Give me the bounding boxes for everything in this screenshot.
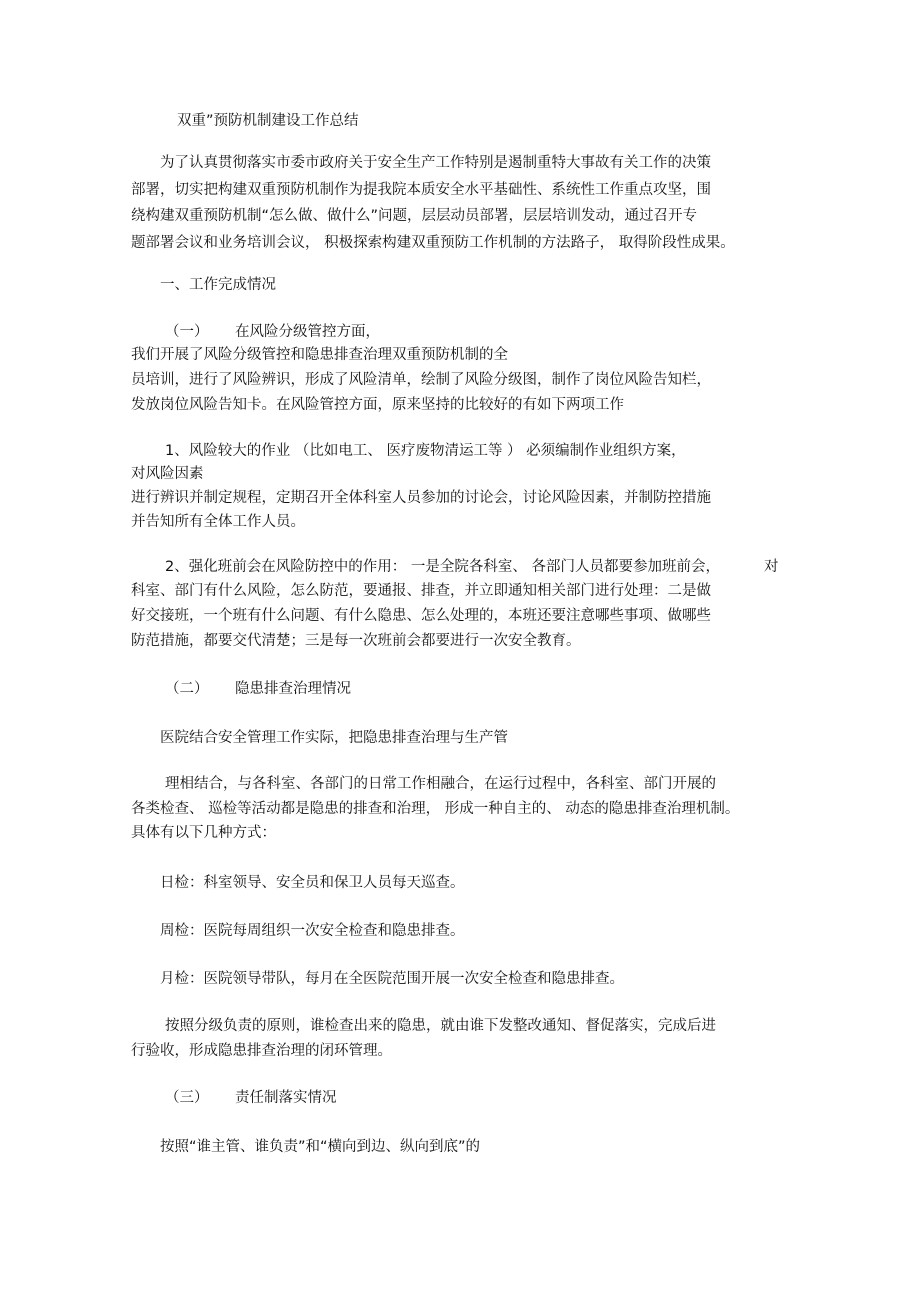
subsection-2-line-1: 理相结合，与各科室、各部门的日常工作相融合，在运行过程中，各科室、部门开展的 [165, 776, 716, 792]
daily-inspection: 日检：科室领导、安全员和保卫人员每天巡查。 [160, 875, 465, 891]
subsection-2-number: （二） [165, 681, 209, 697]
subsection-2-line-3: 具体有以下几种方式： [131, 825, 276, 841]
subsection-1-number: （一） [165, 324, 209, 340]
subsection-1-title: 在风险分级管控方面， [235, 324, 380, 340]
item-2-line-2: 科室、部门有什么风险，怎么防范，要通报、排查，并立即通知相关部门进行处理：二是做 [131, 583, 711, 599]
document-title: 双重”预防机制建设工作总结 [177, 113, 359, 129]
item-1-line-2: 对风险因素 [131, 466, 204, 482]
item-2-line-1-end: 对 [764, 559, 779, 575]
subsection-3-paragraph-1: 按照“谁主管、谁负责”和“横向到边、纵向到底”的 [160, 1139, 481, 1155]
item-1-line-1: 1、风险较大的作业 （比如电工、 医疗废物清运工等 ） 必须编制作业组织方案， [165, 443, 686, 459]
subsection-2-line-2: 各类检查、 巡检等活动都是隐患的排查和治理， 形成一种自主的、 动态的隐患排查治理机制。 [131, 801, 740, 817]
subsection-1-line-3: 发放岗位风险告知卡。在风险管控方面，原来坚持的比较好的有如下两项工作 [131, 397, 624, 413]
intro-line-3: 绕构建双重预防机制“怎么做、做什么”问题，层层动员部署，层层培训发动，通过召开专 [131, 208, 698, 224]
item-1-line-3: 进行辨识并制定规程，定期召开全体科室人员参加的讨论会，讨论风险因素，并制防控措施 [131, 490, 711, 506]
closure-line-2: 行验收，形成隐患排查治理的闭环管理。 [131, 1043, 392, 1059]
subsection-2-paragraph-1: 医院结合安全管理工作实际，把隐患排查治理与生产管 [160, 730, 508, 746]
section-heading-1: 一、工作完成情况 [160, 277, 276, 293]
weekly-inspection: 周检：医院每周组织一次安全检查和隐患排查。 [160, 923, 465, 939]
subsection-1-line-1: 我们开展了风险分级管控和隐患排查治理双重预防机制的全 [131, 347, 508, 363]
subsection-3-title: 责任制落实情况 [235, 1090, 337, 1106]
intro-line-4: 题部署会议和业务培训会议， 积极探索构建双重预防工作机制的方法路子， 取得阶段性成果。 [131, 235, 735, 251]
item-2-line-3: 好交接班，一个班有什么问题、有什么隐患、怎么处理的，本班还要注意哪些事项、做哪些 [131, 608, 711, 624]
item-1-line-4: 并告知所有全体工作人员。 [131, 514, 305, 530]
subsection-2-title: 隐患排查治理情况 [235, 681, 351, 697]
intro-line-2: 部署，切实把构建双重预防机制作为提我院本质安全水平基础性、系统性工作重点攻坚，围 [131, 182, 711, 198]
monthly-inspection: 月检：医院领导带队，每月在全医院范围开展一次安全检查和隐患排查。 [160, 971, 624, 987]
item-2-line-1: 2、强化班前会在风险防控中的作用： 一是全院各科室、 各部门人员都要参加班前会， [165, 559, 720, 575]
subsection-3-number: （三） [165, 1090, 209, 1106]
subsection-1-line-2: 员培训，进行了风险辨识，形成了风险清单，绘制了风险分级图，制作了岗位风险告知栏， [131, 372, 711, 388]
closure-line-1: 按照分级负责的原则，谁检查出来的隐患，就由谁下发整改通知、督促落实，完成后进 [165, 1018, 716, 1034]
item-2-line-4: 防范措施，都要交代清楚；三是每一次班前会都要进行一次安全教育。 [131, 633, 581, 649]
intro-line-1: 为了认真贯彻落实市委市政府关于安全生产工作特别是遏制重特大事故有关工作的决策 [160, 155, 711, 171]
